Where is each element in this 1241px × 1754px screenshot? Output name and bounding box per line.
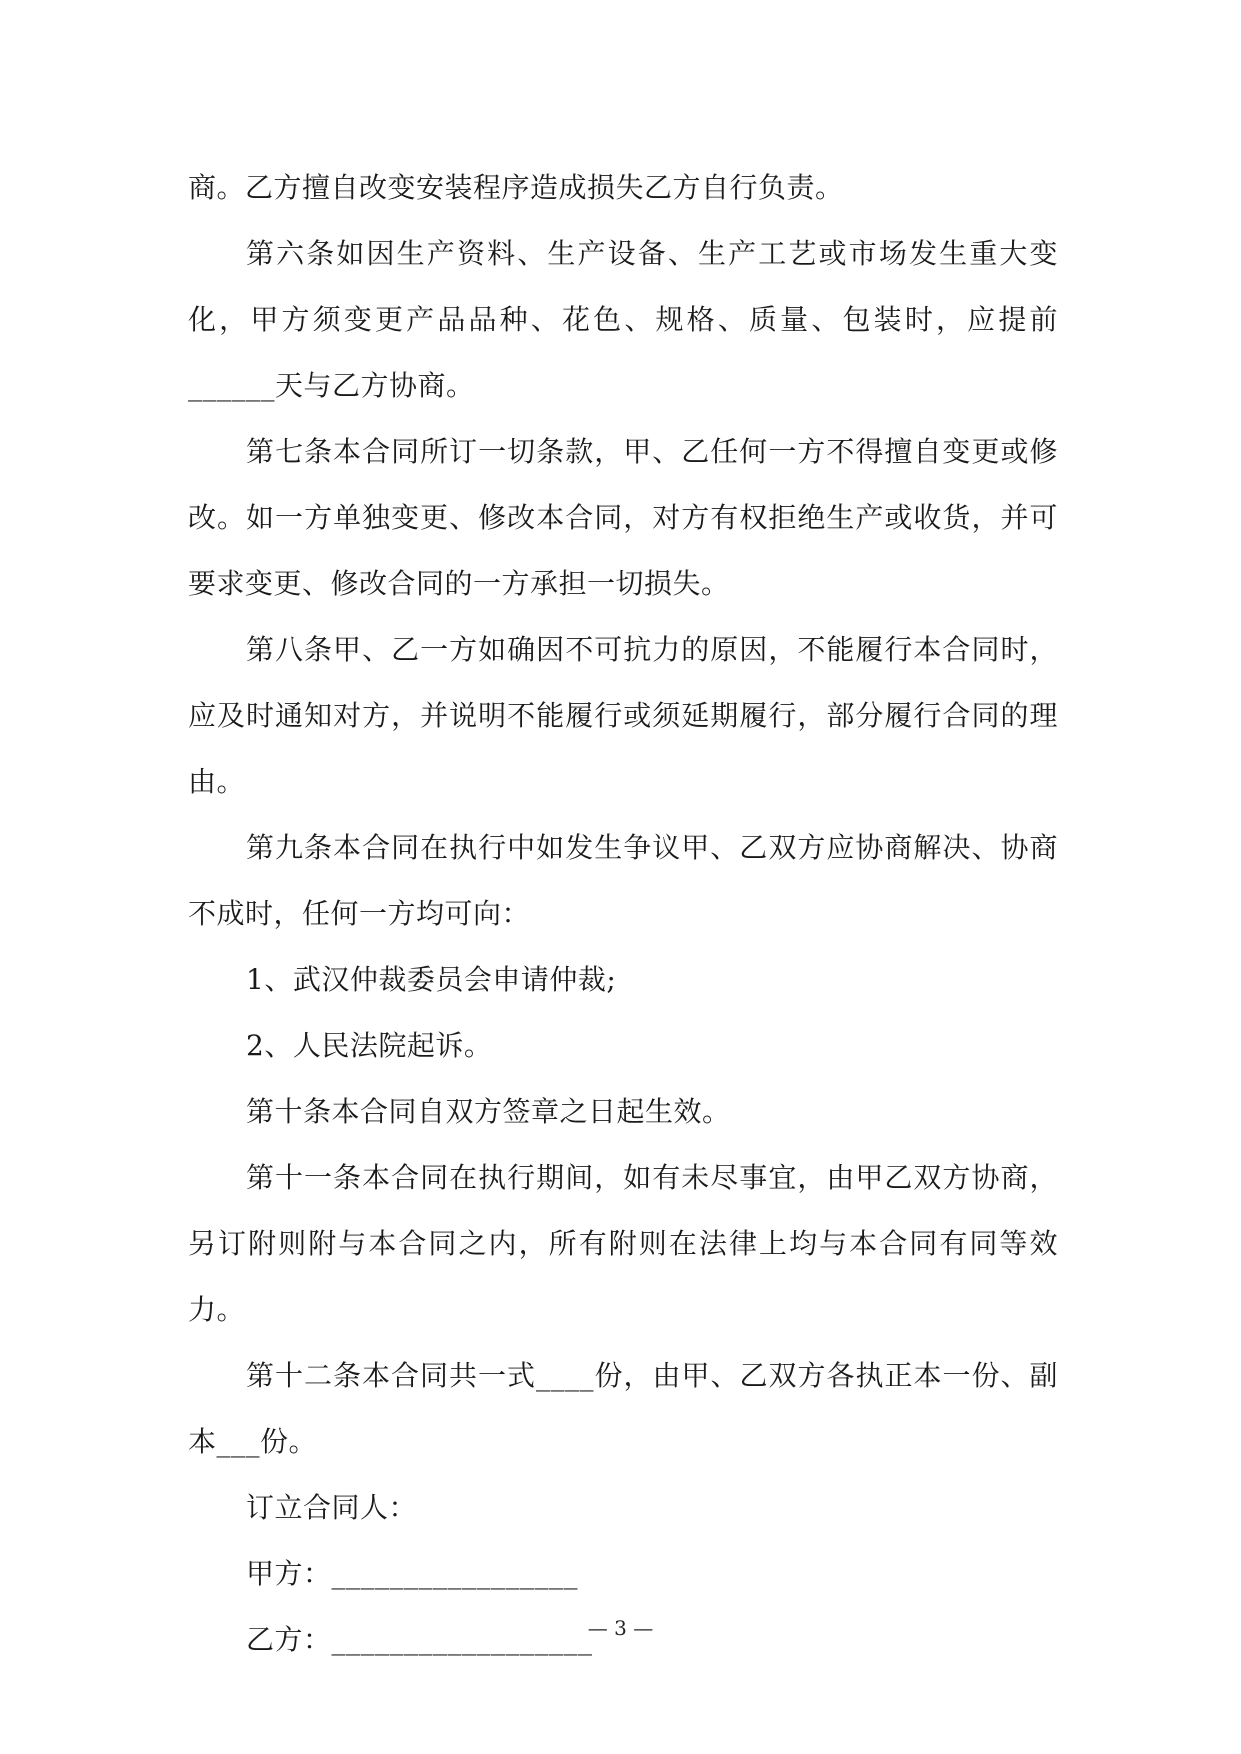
page-number: — 3 — [587,1616,654,1640]
paragraph-article-7: 第七条本合同所订一切条款，甲、乙任何一方不得擅自变更或修改。如一方单独变更、修改本合同，对方有权拒绝生产或收货，并可要求变更、修改合同的一方承担一切损失。 [188,435,1058,600]
paragraph-article-6: 第六条如因生产资料、生产设备、生产工艺或市场发生重大变化，甲方须变更产品品种、花色、规格、质量、包装时，应提前______天与乙方协商。 [188,237,1058,402]
paragraph-installation-liability: 商。乙方擅自改变安装程序造成损失乙方自行负责。 [188,171,844,204]
paragraph-article-10: 第十条本合同自双方签章之日起生效。 [246,1095,731,1128]
party-a-signature-line: 甲方：_________________ [246,1557,579,1590]
signatories-heading: 订立合同人： [246,1491,418,1524]
party-b-signature-line: 乙方：__________________ [246,1623,593,1656]
paragraph-article-8: 第八条甲、乙一方如确因不可抗力的原因，不能履行本合同时，应及时通知对方，并说明不能履行或须延期履行，部分履行合同的理由。 [188,633,1058,798]
paragraph-article-11: 第十一条本合同在执行期间，如有未尽事宜，由甲乙双方协商，另订附则附与本合同之内，所有附则在法律上均与本合同有同等效力。 [188,1161,1058,1326]
paragraph-article-12: 第十二条本合同共一式____份，由甲、乙双方各执正本一份、副本___份。 [188,1359,1058,1458]
list-item-court: 2、人民法院起诉。 [246,1029,493,1062]
list-item-arbitration: 1、武汉仲裁委员会申请仲裁; [246,963,617,996]
document-body [188,155,1058,1673]
paragraph-article-9: 第九条本合同在执行中如发生争议甲、乙双方应协商解决、协商不成时，任何一方均可向： [188,831,1058,930]
